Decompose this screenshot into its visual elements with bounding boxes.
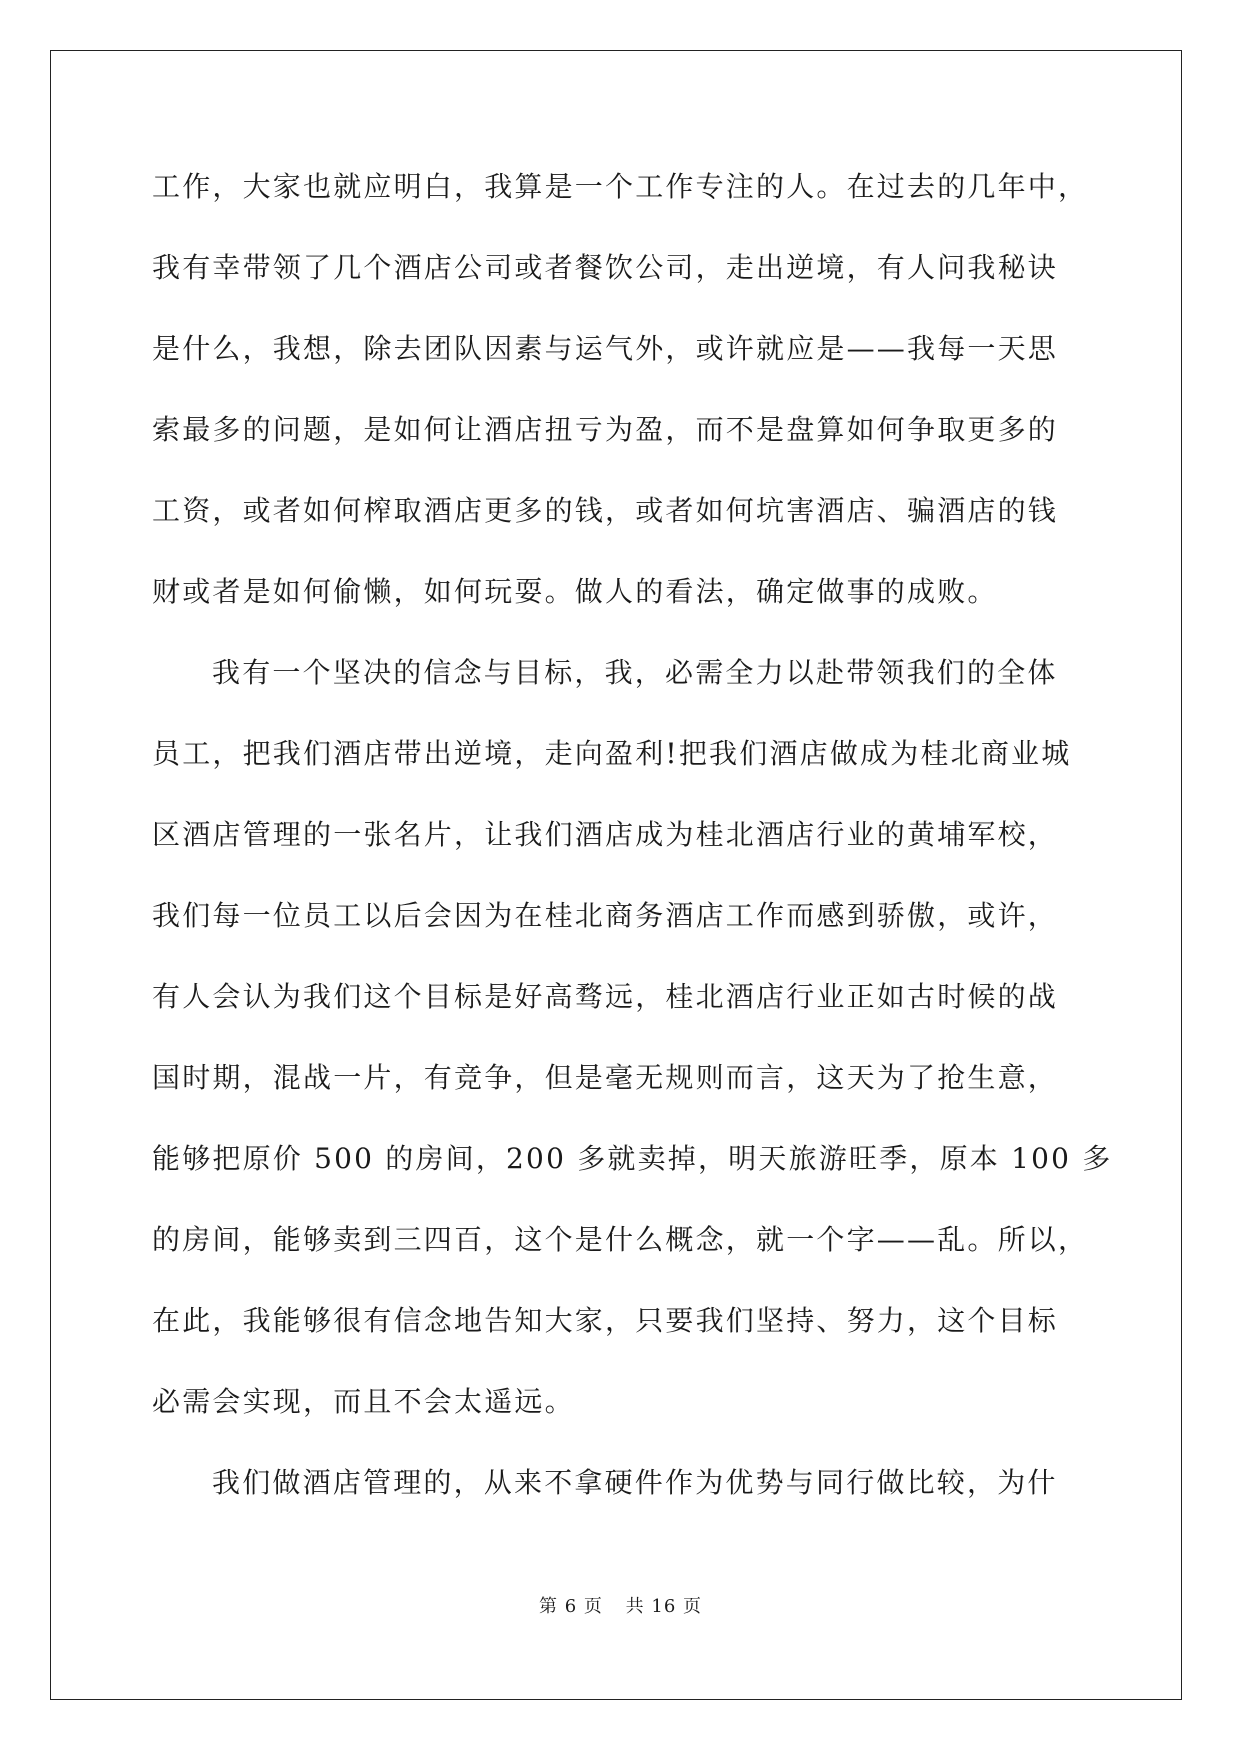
text-line: 我有幸带领了几个酒店公司或者餐饮公司，走出逆境，有人问我秘诀 — [152, 251, 1059, 284]
text-line: 财或者是如何偷懒，如何玩耍。做人的看法，确定做事的成败。 — [152, 575, 998, 608]
text-line: 国时期，混战一片，有竞争，但是毫无规则而言，这天为了抢生意， — [152, 1061, 1059, 1094]
text-line: 的房间，能够卖到三四百，这个是什么概念，就一个字——乱。所以， — [152, 1223, 1089, 1256]
text-line: 员工，把我们酒店带出逆境，走向盈利!把我们酒店做成为桂北商业城 — [152, 737, 1072, 770]
text-line: 索最多的问题，是如何让酒店扭亏为盈，而不是盘算如何争取更多的 — [152, 413, 1059, 446]
text-line: 区酒店管理的一张名片，让我们酒店成为桂北酒店行业的黄埔军校， — [152, 818, 1059, 851]
page-number: 第 6 页 — [539, 1596, 603, 1617]
text-line: 工作，大家也就应明白，我算是一个工作专注的人。在过去的几年中， — [152, 170, 1089, 203]
text-line: 在此，我能够很有信念地告知大家，只要我们坚持、努力，这个目标 — [152, 1304, 1059, 1337]
page-footer — [0, 1592, 1241, 1618]
text-line: 有人会认为我们这个目标是好高骛远，桂北酒店行业正如古时候的战 — [152, 980, 1059, 1013]
text-line: 能够把原价 500 的房间，200 多就卖掉，明天旅游旺季，原本 100 多 — [152, 1142, 1113, 1175]
paragraph-start-line: 我们做酒店管理的，从来不拿硬件作为优势与同行做比较，为什 — [212, 1466, 1058, 1499]
text-line: 工资，或者如何榨取酒店更多的钱，或者如何坑害酒店、骗酒店的钱 — [152, 494, 1059, 527]
text-line: 我们每一位员工以后会因为在桂北商务酒店工作而感到骄傲，或许， — [152, 899, 1059, 932]
document-body — [152, 163, 1113, 1540]
text-line: 必需会实现，而且不会太遥远。 — [152, 1385, 575, 1418]
paragraph-start-line: 我有一个坚决的信念与目标，我，必需全力以赴带领我们的全体 — [212, 656, 1058, 689]
text-line: 是什么，我想，除去团队因素与运气外，或许就应是——我每一天思 — [152, 332, 1059, 365]
page-total: 共 16 页 — [625, 1596, 702, 1617]
